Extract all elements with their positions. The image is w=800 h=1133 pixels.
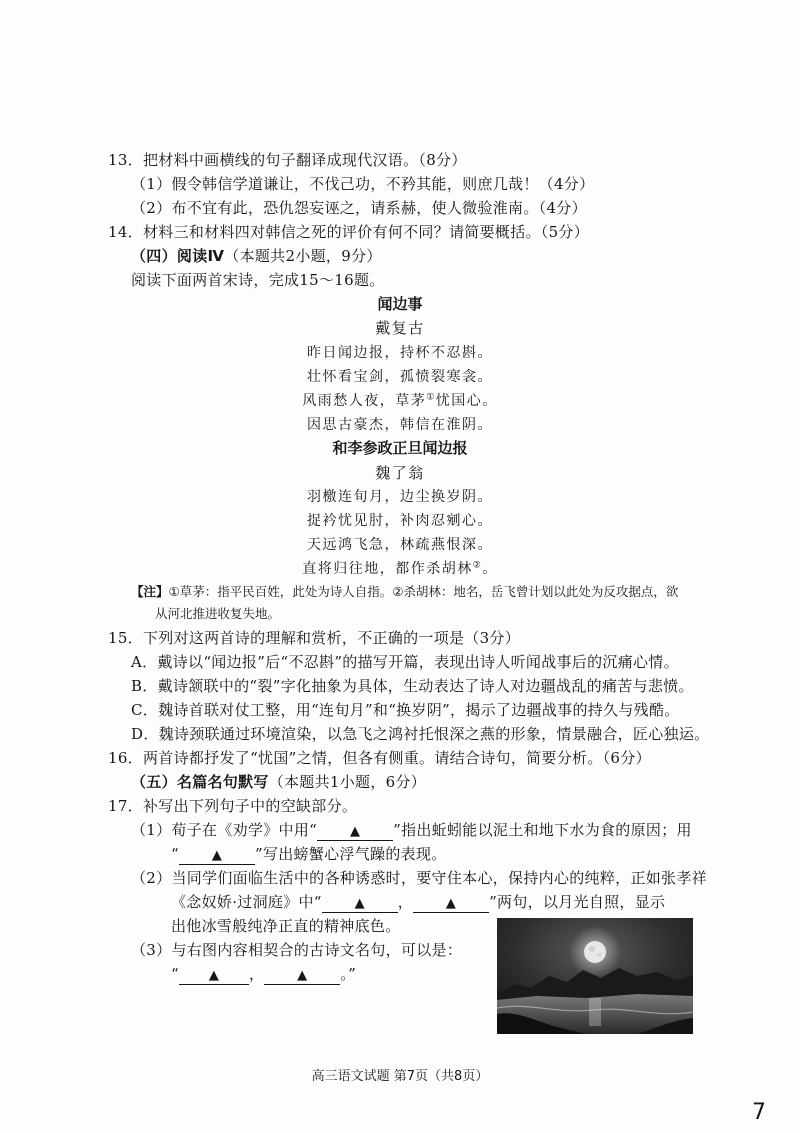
section5-heading xyxy=(131,772,426,792)
poem1-line3 xyxy=(230,391,570,411)
section4-title: （四）阅读Ⅳ xyxy=(131,247,225,265)
moon-landscape-illustration xyxy=(497,918,693,1034)
footnote-marker-1: ① xyxy=(426,392,436,403)
q17-sub3-text-d: 。” xyxy=(340,965,357,983)
q17-sub2-text-b: 《念奴娇·过洞庭》中“ xyxy=(171,893,322,911)
page-number: 7 xyxy=(752,1100,766,1125)
poem2-line4 xyxy=(230,559,570,579)
poem1-line3-part1: 风雨愁人夜，草茅 xyxy=(302,393,427,409)
poem2-author: 魏了翁 xyxy=(375,464,425,482)
blank-marker: ▲ xyxy=(354,896,365,911)
q17-sub1-text-d: ”写出螃蟹心浮气躁的表现。 xyxy=(254,845,447,863)
poem1-line1: 昨日闻边报，持杯不忍斟。 xyxy=(307,345,493,361)
q16-stem: 16．两首诗都抒发了“忧国”之情，但各有侧重。请结合诗句，简要分析。（6分） xyxy=(108,749,651,767)
answer-blank-3[interactable] xyxy=(322,894,398,913)
answer-blank-2[interactable] xyxy=(179,846,255,865)
q17-sub1-text-c: “ xyxy=(171,845,179,863)
q17-sub1-line2 xyxy=(171,844,447,865)
poem2-line3: 天远鸿飞急，林疏燕恨深。 xyxy=(307,537,493,553)
note-line2: 从河北推进收复失地。 xyxy=(155,606,281,621)
section4-meta: （本题共2小题，9分） xyxy=(224,247,382,265)
poem2-title: 和李参政正旦闻边报 xyxy=(332,439,468,457)
q15-option-a: A．戴诗以“闻边报”后“不忍斟”的描写开篇，表现出诗人听闻战事后的沉痛心情。 xyxy=(131,653,679,671)
q17-sub3-line1: （3）与右图内容相契合的古诗文名句，可以是： xyxy=(131,941,463,959)
section5-title: （五）名篇名句默写 xyxy=(131,773,269,791)
poem1-author: 戴复古 xyxy=(375,319,425,337)
poem1-line3-part2: 忧国心。 xyxy=(435,393,498,409)
poem2-line2: 捉衿忧见肘，补肉忍剜心。 xyxy=(307,513,493,529)
q13-stem: 13．把材料中画横线的句子翻译成现代汉语。（8分） xyxy=(108,151,467,169)
answer-blank-1[interactable] xyxy=(317,822,393,841)
poem2-line1: 羽檄连旬月，边尘换岁阴。 xyxy=(307,489,493,505)
blank-marker: ▲ xyxy=(208,968,220,983)
blank-marker: ▲ xyxy=(349,824,361,839)
section4-heading xyxy=(131,246,382,266)
q17-sub2-line3: 出他冰雪般纯净正直的精神底色。 xyxy=(171,917,401,935)
moon-reflection xyxy=(589,998,601,1026)
blank-marker: ▲ xyxy=(211,848,223,863)
q17-sub2-line2 xyxy=(171,892,665,913)
poem-notes xyxy=(131,583,678,601)
q15-option-c: C．魏诗首联对仗工整，用“连旬月”和“换岁阴”，揭示了边疆战事的持久与残酷。 xyxy=(131,701,680,719)
poem1-line2: 壮怀看宝剑，孤愤裂寒衾。 xyxy=(307,369,493,385)
footnote-marker-2: ② xyxy=(472,560,483,571)
poem1-line4: 因思古豪杰，韩信在淮阴。 xyxy=(307,417,493,433)
poem2-line4-part2: 。 xyxy=(482,561,498,577)
q17-sub1-line1 xyxy=(131,820,692,841)
q15-stem: 15．下列对这两首诗的理解和赏析，不正确的一项是（3分） xyxy=(108,629,521,647)
q14-stem: 14．材料三和材料四对韩信之死的评价有何不同？请简要概括。（5分） xyxy=(108,223,590,241)
q17-sub2-text-d: ”两句，以月光自照，显示 xyxy=(489,893,666,911)
poem1-title: 闻边事 xyxy=(377,295,423,313)
q13-sub2: （2）布不宜有此，恐仇怨妄诬之，请系赫，使人微验淮南。（4分） xyxy=(131,199,587,217)
blank-marker: ▲ xyxy=(445,896,457,911)
q17-sub3-text-c: ， xyxy=(248,965,265,983)
moon-river-photo xyxy=(497,918,693,1034)
q17-sub1-text-b: ”指出蚯蚓能以泥土和地下水为食的原因；用 xyxy=(393,821,692,839)
q17-sub1-text-a: （1）荀子在《劝学》中用“ xyxy=(131,821,318,839)
answer-blank-4[interactable] xyxy=(413,894,489,913)
answer-blank-5[interactable] xyxy=(179,966,249,985)
q17-stem: 17．补写出下列句子中的空缺部分。 xyxy=(108,797,358,815)
q17-sub3-text-b: “ xyxy=(171,965,179,983)
q17-sub3-line2 xyxy=(171,964,356,985)
blank-marker: ▲ xyxy=(297,968,308,983)
poem2-line4-part1: 直将归往地，都作杀胡林 xyxy=(302,561,473,577)
q15-option-d: D．魏诗颈联通过环境渲染，以急飞之鸿衬托恨深之燕的形象，情景融合，匠心独运。 xyxy=(131,725,710,743)
q15-option-b: B．戴诗颔联中的“裂”字化抽象为具体，生动表达了诗人对边疆战乱的痛苦与悲愤。 xyxy=(131,677,694,695)
full-moon-icon xyxy=(584,941,606,963)
page-footer: 高三语文试题 第7页（共8页） xyxy=(311,1069,489,1084)
section4-intro: 阅读下面两首宋诗，完成15～16题。 xyxy=(131,271,385,289)
q13-sub1: （1）假令韩信学道谦让，不伐己功，不矜其能，则庶几哉！（4分） xyxy=(131,175,595,193)
section5-meta: （本题共1小题，6分） xyxy=(268,773,427,791)
q17-sub2-text-c: ， xyxy=(397,893,414,911)
answer-blank-6[interactable] xyxy=(264,966,340,985)
note-line1: ①草茅：指平民百姓，此处为诗人自指。②杀胡林：地名，岳飞曾计划以此处为反攻据点，欲 xyxy=(168,584,679,599)
note-label: 【注】 xyxy=(131,584,169,599)
q17-sub2-line1: （2）当同学们面临生活中的各种诱惑时，要守住本心，保持内心的纯粹，正如张孝祥 xyxy=(131,869,707,887)
